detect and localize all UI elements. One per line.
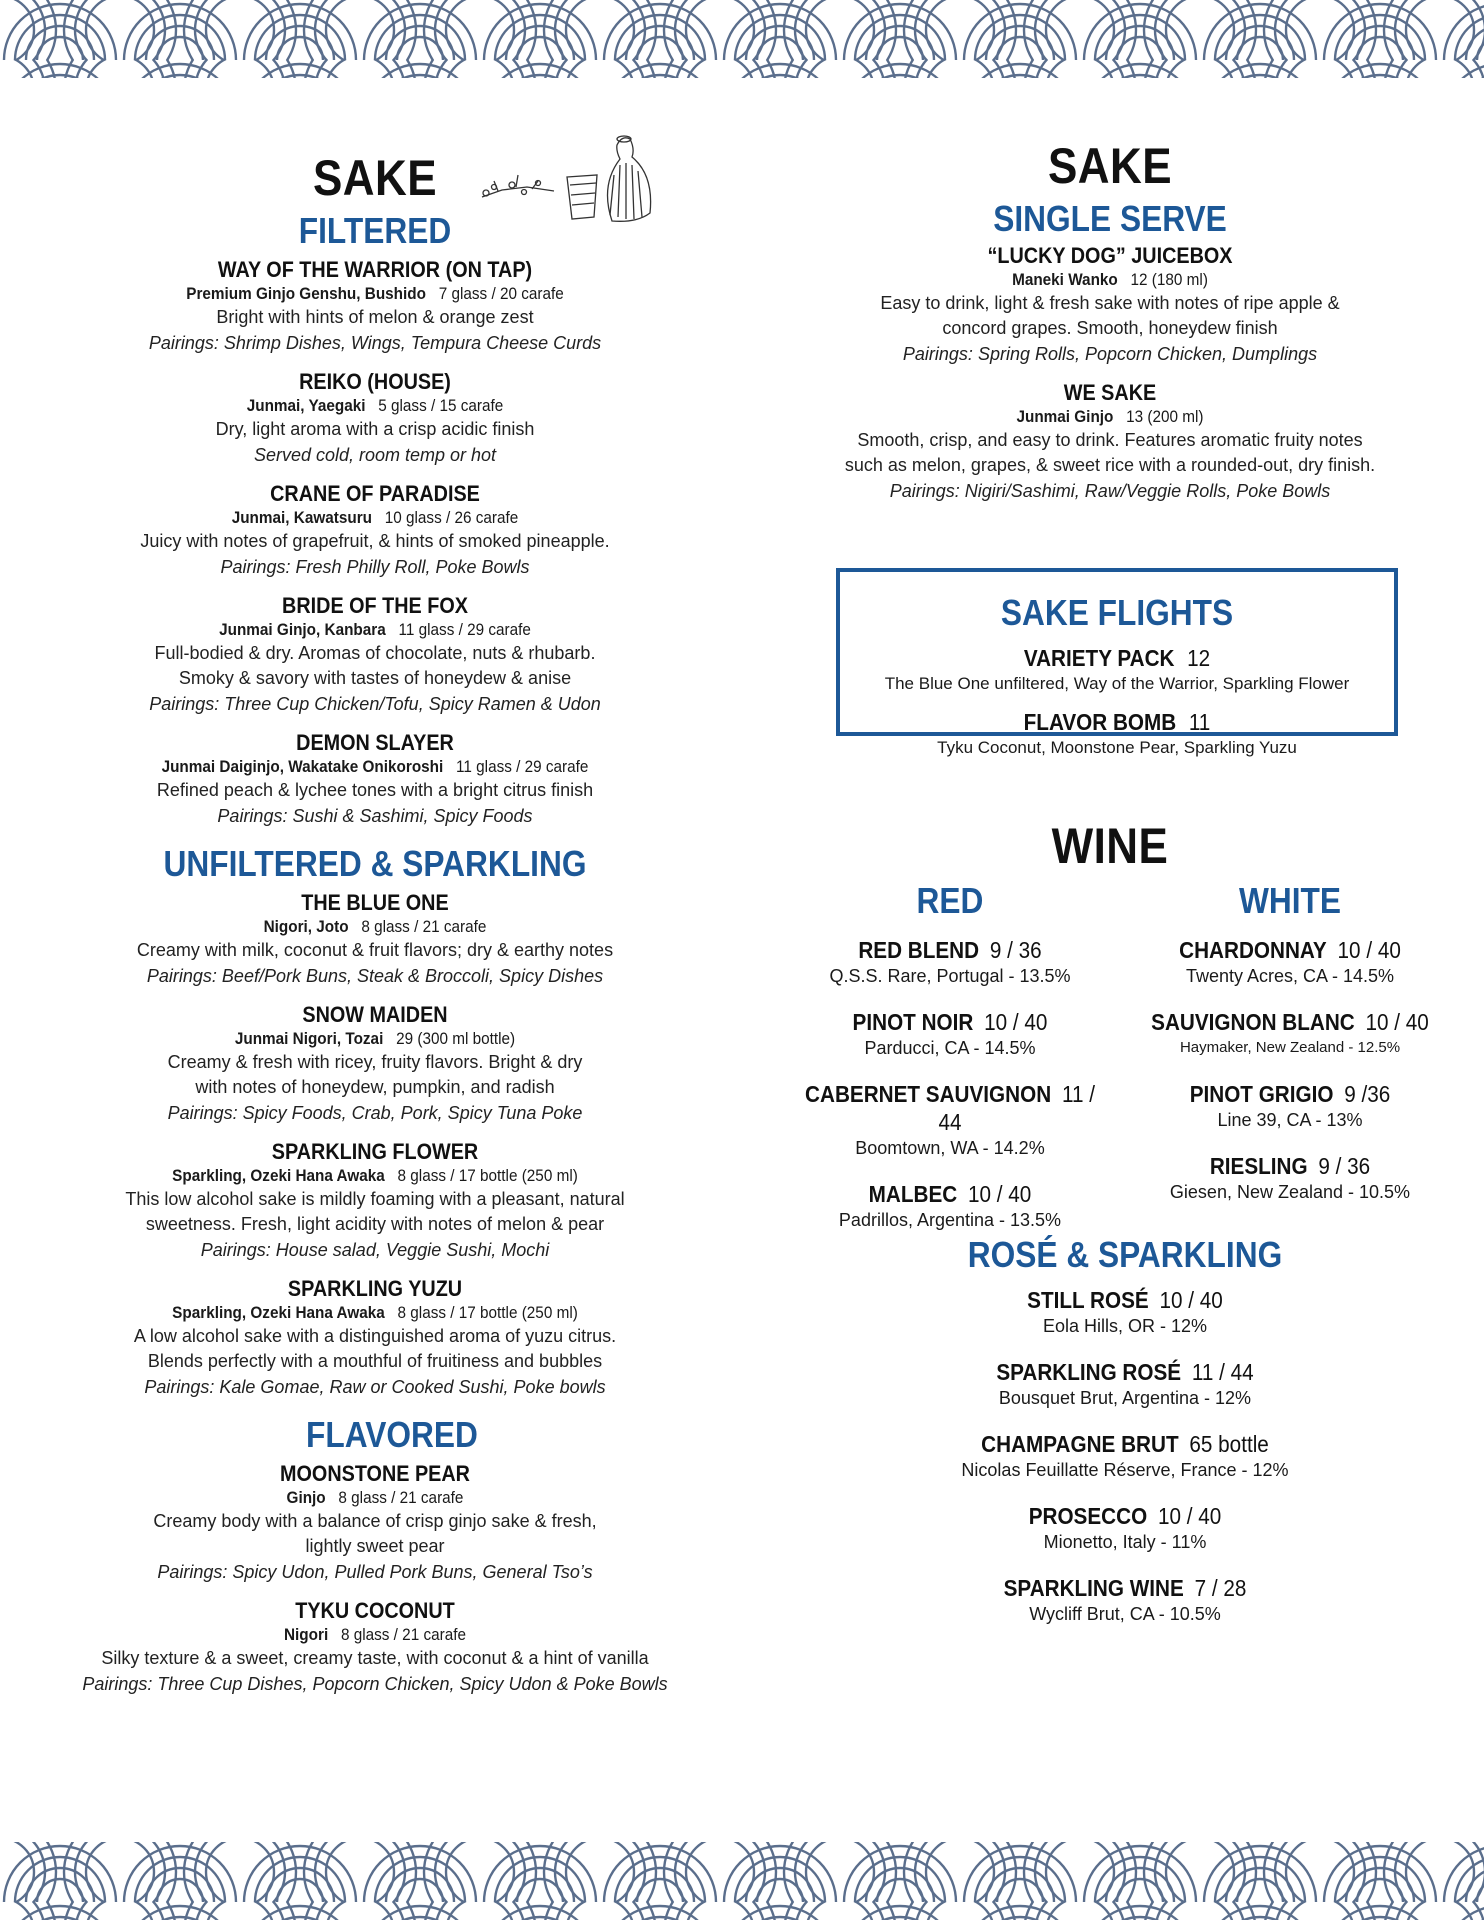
item-pairings: Pairings: Spring Rolls, Popcorn Chicken, Dumplings [902,344,1318,364]
rose-sparkling-section [880,1234,1370,1646]
item-pairings: Pairings: Nigiri/Sashimi, Raw/Veggie Rolls, Poke Bowls [889,481,1331,501]
item-pairings: Pairings: Spicy Udon, Pulled Pork Buns, General Tso’s [157,1562,593,1582]
sake-section [70,843,680,1400]
flight-name [868,708,1367,736]
wine-title: SPARKLING WINE [1003,1575,1184,1601]
item-price: 7 glass / 20 carafe [438,284,564,303]
wine-price: 10 / 40 [968,1181,1032,1207]
wine-price: 11 / 44 [1191,1359,1254,1385]
wine-origin: Giesen, New Zealand - 10.5% [1169,1182,1411,1202]
item-description: Bright with hints of melon & orange zest [216,307,534,327]
item-name: CRANE OF PARADISE [270,481,480,506]
menu-item [70,1460,680,1585]
wine-item [780,1180,1120,1232]
wine-title: PINOT NOIR [852,1009,974,1035]
item-price: 12 (180 ml) [1130,270,1208,289]
wine-item [1120,1152,1460,1204]
item-price: 8 glass / 17 bottle (250 ml) [397,1166,578,1185]
wine-price: 65 bottle [1189,1431,1269,1457]
wine-origin: Mionetto, Italy - 11% [1043,1532,1207,1552]
sake-title-left: SAKE [312,150,437,206]
wine-title: CHAMPAGNE BRUT [981,1431,1179,1457]
item-description: A low alcohol sake with a distinguished aroma of yuzu citrus. [133,1326,617,1346]
item-meta [101,756,650,778]
item-name: TYKU COCONUT [295,1598,455,1623]
item-name: “LUCKY DOG” JUICEBOX [987,243,1233,268]
item-meta [822,406,1398,428]
item-type: Junmai, Kawatsuru [231,508,372,527]
wine-price: 11 / 44 [938,1081,1095,1135]
sake-bottle-illustration [472,125,660,231]
menu-item [790,379,1430,504]
wine-origin: Q.S.S. Rare, Portugal - 13.5% [829,966,1071,986]
wine-price: 10 / 40 [1365,1009,1429,1035]
item-price: 13 (200 ml) [1126,407,1204,426]
menu-item [70,1001,680,1126]
wine-origin: Twenty Acres, CA - 14.5% [1185,966,1395,986]
wine-item [1120,936,1460,988]
wine-item [880,1286,1370,1338]
menu-item [70,256,680,356]
item-type: Nigori, Joto [263,917,349,936]
item-meta [101,916,650,938]
wine-price: 9 /36 [1344,1081,1391,1107]
wine-title: MALBEC [868,1181,958,1207]
wine-name [1137,1008,1443,1036]
item-pairings: Pairings: Beef/Pork Buns, Steak & Broccoli, Spicy Dishes [146,966,604,986]
item-price: 11 glass / 29 carafe [398,620,531,639]
item-meta [101,1028,650,1050]
sake-section [70,210,680,829]
item-price: 5 glass / 15 carafe [378,396,504,415]
wine-name [797,936,1103,964]
wine-price: 9 / 36 [1318,1153,1371,1179]
red-wine-column [780,880,1120,1252]
wine-name [905,1574,1346,1602]
item-type: Junmai Daiginjo, Wakatake Onikoroshi [161,757,444,776]
item-meta [101,507,650,529]
wine-title: SAUVIGNON BLANC [1151,1009,1355,1035]
item-price: 8 glass / 17 bottle (250 ml) [397,1303,578,1322]
wine-item [880,1430,1370,1482]
item-meta [101,1302,650,1324]
item-description: concord grapes. Smooth, honeydew finish [942,318,1278,338]
item-meta [101,619,650,641]
item-pairings: Pairings: Fresh Philly Roll, Poke Bowls [220,557,530,577]
menu-item [790,242,1430,367]
item-name: SPARKLING YUZU [287,1276,463,1301]
item-price: 8 glass / 21 carafe [338,1488,464,1507]
item-pairings: Pairings: House salad, Veggie Sushi, Mochi [200,1240,550,1260]
item-meta [822,269,1398,291]
item-description: Dry, light aroma with a crisp acidic finish [215,419,535,439]
flight-description: Tyku Coconut, Moonstone Pear, Sparkling Yuzu [937,738,1297,757]
wave-border-top [0,0,1484,78]
wine-price: 9 / 36 [989,937,1042,963]
menu-item [70,1275,680,1400]
flight-title: FLAVOR BOMB [1023,709,1177,735]
item-name: WAY OF THE WARRIOR (ON TAP) [217,257,533,282]
item-type: Junmai Ginjo, Kanbara [219,620,386,639]
wine-title: RED BLEND [858,937,980,963]
flight-price: 12 [1187,645,1211,671]
rose-heading: ROSÉ & SPARKLING [967,1234,1283,1275]
wine-heading: WINE [1051,818,1169,874]
item-type: Sparkling, Ozeki Hana Awaka [172,1166,385,1185]
item-price: 29 (300 ml bottle) [396,1029,516,1048]
wine-title: CHARDONNAY [1179,937,1327,963]
item-description: Blends perfectly with a mouthful of fruitiness and bubbles [147,1351,603,1371]
red-heading: RED [916,880,984,921]
wine-item [1120,1080,1460,1132]
item-pairings: Pairings: Shrimp Dishes, Wings, Tempura Cheese Curds [148,333,602,353]
wine-item [880,1574,1370,1626]
wine-origin: Boomtown, WA - 14.2% [855,1138,1045,1158]
wine-name [797,1080,1103,1136]
wine-price: 10 / 40 [984,1009,1048,1035]
wine-name [905,1358,1346,1386]
item-type: Sparkling, Ozeki Hana Awaka [172,1303,385,1322]
wine-item [880,1358,1370,1410]
sake-menu-left [70,150,680,1709]
sake-flights-box [836,568,1398,757]
wine-name [905,1430,1346,1458]
item-type: Maneki Wanko [1012,270,1118,289]
item-type: Junmai Nigori, Tozai [234,1029,384,1048]
flight-name [868,644,1367,672]
item-description: This low alcohol sake is mildly foaming with a pleasant, natural [125,1189,625,1209]
item-description: Creamy & fresh with ricey, fruity flavors. Bright & dry [167,1052,583,1072]
wine-origin: Nicolas Feuillatte Réserve, France - 12% [961,1460,1289,1480]
item-description: lightly sweet pear [305,1536,445,1556]
item-name: THE BLUE ONE [301,890,449,915]
wine-origin: Eola Hills, OR - 12% [1042,1316,1208,1336]
wine-name [905,1286,1346,1314]
wine-price: 10 / 40 [1157,1503,1222,1529]
item-type: Nigori [284,1625,329,1644]
item-description: Silky texture & a sweet, creamy taste, with coconut & a hint of vanilla [101,1648,649,1668]
item-name: SPARKLING FLOWER [271,1139,479,1164]
sake-title-right: SAKE [1047,138,1172,194]
sake-section [70,1414,680,1697]
wine-title: PINOT GRIGIO [1189,1081,1334,1107]
white-wine-column [1120,880,1460,1224]
flight-description: The Blue One unfiltered, Way of the Warrior, Sparkling Flower [884,674,1350,693]
wine-name [797,1008,1103,1036]
wine-title: CABERNET SAUVIGNON [805,1081,1052,1107]
item-name: SNOW MAIDEN [302,1002,448,1027]
wine-name [797,1180,1103,1208]
item-description: Juicy with notes of grapefruit, & hints of smoked pineapple. [140,531,610,551]
wine-origin: Bousquet Brut, Argentina - 12% [998,1388,1252,1408]
item-meta [101,1624,650,1646]
wine-title: SPARKLING ROSÉ [996,1359,1182,1385]
item-type: Premium Ginjo Genshu, Bushido [186,284,426,303]
item-description: Creamy body with a balance of crisp ginjo sake & fresh, [153,1511,597,1531]
section-heading: FILTERED [298,210,452,251]
wine-name [1137,936,1443,964]
item-price: 11 glass / 29 carafe [456,757,589,776]
menu-item [70,889,680,989]
white-heading: WHITE [1238,880,1342,921]
item-meta [101,1165,650,1187]
wine-title: STILL ROSÉ [1027,1287,1149,1313]
item-description: such as melon, grapes, & sweet rice with a rounded-out, dry finish. [844,455,1376,475]
item-meta [101,395,650,417]
menu-item [70,1597,680,1697]
item-price: 10 glass / 26 carafe [384,508,519,527]
item-price: 8 glass / 21 carafe [340,1625,466,1644]
wave-border-bottom [0,1842,1484,1920]
item-description: Full-bodied & dry. Aromas of chocolate, nuts & rhubarb. [154,643,596,663]
item-price: 8 glass / 21 carafe [361,917,487,936]
item-pairings: Pairings: Kale Gomae, Raw or Cooked Sushi, Poke bowls [144,1377,606,1397]
item-description: Smoky & savory with tastes of honeydew & anise [178,668,572,688]
item-type: Ginjo [286,1488,326,1507]
item-description: Smooth, crisp, and easy to drink. Features aromatic fruity notes [857,430,1363,450]
menu-item [70,368,680,468]
item-type: Junmai, Yaegaki [246,396,366,415]
menu-item [70,480,680,580]
wine-origin: Line 39, CA - 13% [1217,1110,1363,1130]
item-name: MOONSTONE PEAR [280,1461,470,1486]
wine-origin: Parducci, CA - 14.5% [864,1038,1036,1058]
menu-item [70,1138,680,1263]
wine-price: 7 / 28 [1194,1575,1247,1601]
section-heading: UNFILTERED & SPARKLING [163,843,587,884]
item-name: DEMON SLAYER [296,730,454,755]
wine-price: 10 / 40 [1337,937,1401,963]
item-pairings: Pairings: Sushi & Sashimi, Spicy Foods [217,806,533,826]
item-description: sweetness. Fresh, light acidity with notes of melon & pear [145,1214,605,1234]
item-pairings: Served cold, room temp or hot [253,445,497,465]
menu-item [70,729,680,829]
wine-origin: Haymaker, New Zealand - 12.5% [1179,1039,1401,1056]
wine-title: RIESLING [1209,1153,1308,1179]
wine-title: PROSECCO [1028,1503,1148,1529]
single-serve-heading: SINGLE SERVE [993,198,1227,239]
sake-flights-heading: SAKE FLIGHTS [1000,592,1234,633]
wine-origin: Wycliff Brut, CA - 10.5% [1029,1604,1221,1624]
item-pairings: Pairings: Three Cup Chicken/Tofu, Spicy Ramen & Udon [149,694,601,714]
item-meta [101,283,650,305]
item-description: Creamy with milk, coconut & fruit flavors; dry & earthy notes [136,940,614,960]
item-meta [101,1487,650,1509]
item-description: Easy to drink, light & fresh sake with notes of ripe apple & [880,293,1340,313]
item-pairings: Pairings: Three Cup Dishes, Popcorn Chicken, Spicy Udon & Poke Bowls [82,1674,668,1694]
item-type: Junmai Ginjo [1016,407,1114,426]
wine-name [1137,1080,1443,1108]
item-description: with notes of honeydew, pumpkin, and radish [195,1077,555,1097]
item-pairings: Pairings: Spicy Foods, Crab, Pork, Spicy Tuna Poke [167,1103,583,1123]
flight-price: 11 [1188,709,1211,735]
item-description: Refined peach & lychee tones with a bright citrus finish [156,780,594,800]
flight-title: VARIETY PACK [1023,645,1175,671]
item-name: BRIDE OF THE FOX [282,593,468,618]
wine-item [780,1008,1120,1060]
wine-name [905,1502,1346,1530]
sake-menu-right [790,138,1430,516]
wine-item [780,1080,1120,1160]
wine-price: 10 / 40 [1159,1287,1223,1313]
menu-item [70,592,680,717]
wine-name [1137,1152,1443,1180]
item-name: WE SAKE [1063,380,1157,405]
section-heading: FLAVORED [306,1414,478,1455]
wine-origin: Padrillos, Argentina - 13.5% [838,1210,1062,1230]
wine-title [790,818,1430,874]
wine-item [780,936,1120,988]
wine-item [1120,1008,1460,1060]
wine-item [880,1502,1370,1554]
item-name: REIKO (HOUSE) [299,369,451,394]
